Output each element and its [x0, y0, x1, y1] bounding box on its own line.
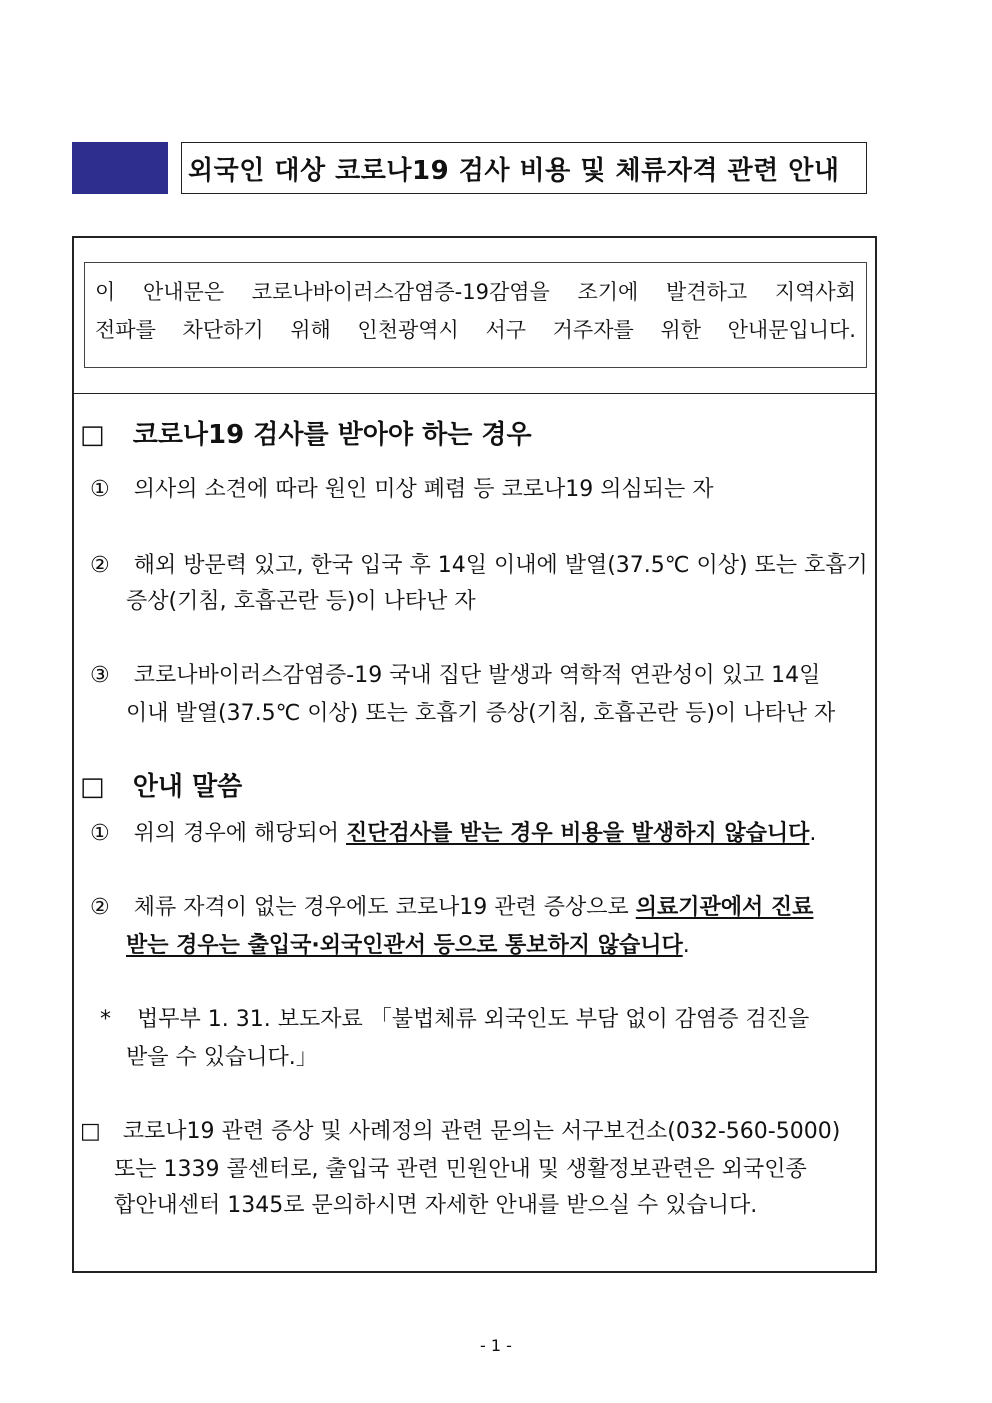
list-item-continuation — [126, 928, 690, 959]
circled-number-3: ③ — [90, 663, 110, 688]
note-text: 받을 수 있습니다.」 — [126, 1045, 318, 1070]
intro-line: 전파를 차단하기 위해 인천광역시 서구 거주자를 위한 안내문입니다. — [95, 318, 856, 342]
list-item-continuation — [126, 696, 835, 727]
circled-number-2: ② — [90, 553, 110, 578]
note — [100, 1002, 809, 1033]
circled-number-1: ① — [90, 821, 110, 846]
document-title — [181, 142, 867, 194]
emphasis-text: 진단검사를 받는 경우 비용을 발생하지 않습니다 — [345, 821, 810, 846]
content-frame — [72, 236, 877, 1273]
punctuation: . — [682, 933, 690, 958]
section2-heading-text: 안내 말씀 — [132, 772, 243, 802]
section2-heading — [80, 766, 242, 803]
note-continuation — [126, 1040, 318, 1071]
circled-number-2: ② — [90, 895, 110, 920]
intro-line: 이 안내문은 코로나바이러스감염증-19감염을 조기에 발견하고 지역사회 — [95, 280, 856, 304]
checkbox-square-icon: □ — [80, 420, 105, 450]
list-item-text: 증상(기침, 호흡곤란 등)이 나타난 자 — [126, 589, 476, 614]
circled-number-1: ① — [90, 477, 110, 502]
intro-box — [84, 262, 867, 368]
list-item-text: 해외 방문력 있고, 한국 입국 후 14일 이내에 발열(37.5℃ 이상) 또는 호흡기 — [133, 553, 868, 578]
list-item-text: 이내 발열(37.5℃ 이상) 또는 호흡기 증상(기침, 호흡곤란 등)이 나타난 자 — [126, 701, 836, 726]
list-item-text: 위의 경우에 해당되어 — [133, 821, 346, 846]
emphasis-text: 의료기관에서 진료 — [635, 895, 814, 920]
list-item-continuation — [126, 584, 476, 615]
contact-info — [80, 1114, 840, 1145]
contact-text: 코로나19 관련 증상 및 사례정의 관련 문의는 서구보건소(032-560-5000) — [122, 1119, 841, 1144]
list-item — [90, 816, 816, 847]
checkbox-square-icon: □ — [80, 1119, 101, 1144]
divider — [74, 393, 875, 394]
section1-heading-text: 코로나19 검사를 받아야 하는 경우 — [132, 420, 532, 450]
list-item — [90, 658, 820, 689]
contact-text: 또는 1339 콜센터로, 출입국 관련 민원안내 및 생활정보관련은 외국인종 — [114, 1157, 807, 1182]
emphasis-text: 받는 경우는 출입국·외국인관서 등으로 통보하지 않습니다 — [126, 933, 683, 958]
document-title-text: 외국인 대상 코로나19 검사 비용 및 체류자격 관련 안내 — [188, 155, 840, 186]
note-text: 법무부 1. 31. 보도자료 「불법체류 외국인도 부담 없이 감염증 검진을 — [137, 1007, 810, 1032]
list-item-text: 의사의 소견에 따라 원인 미상 폐렴 등 코로나19 의심되는 자 — [133, 477, 714, 502]
list-item-text: 체류 자격이 없는 경우에도 코로나19 관련 증상으로 — [133, 895, 636, 920]
contact-continuation — [114, 1152, 807, 1183]
section1-heading — [80, 414, 532, 451]
list-item — [90, 548, 868, 579]
contact-continuation — [114, 1188, 757, 1219]
list-item — [90, 890, 813, 921]
list-item-text: 코로나바이러스감염증-19 국내 집단 발생과 역학적 연관성이 있고 14일 — [133, 663, 821, 688]
title-accent-block — [72, 142, 168, 194]
list-item — [90, 472, 713, 503]
checkbox-square-icon: □ — [80, 772, 105, 802]
contact-text: 합안내센터 1345로 문의하시면 자세한 안내를 받으실 수 있습니다. — [114, 1193, 758, 1218]
punctuation: . — [809, 821, 817, 846]
asterisk-icon: * — [100, 1007, 111, 1032]
page-number: - 1 - — [480, 1336, 512, 1355]
